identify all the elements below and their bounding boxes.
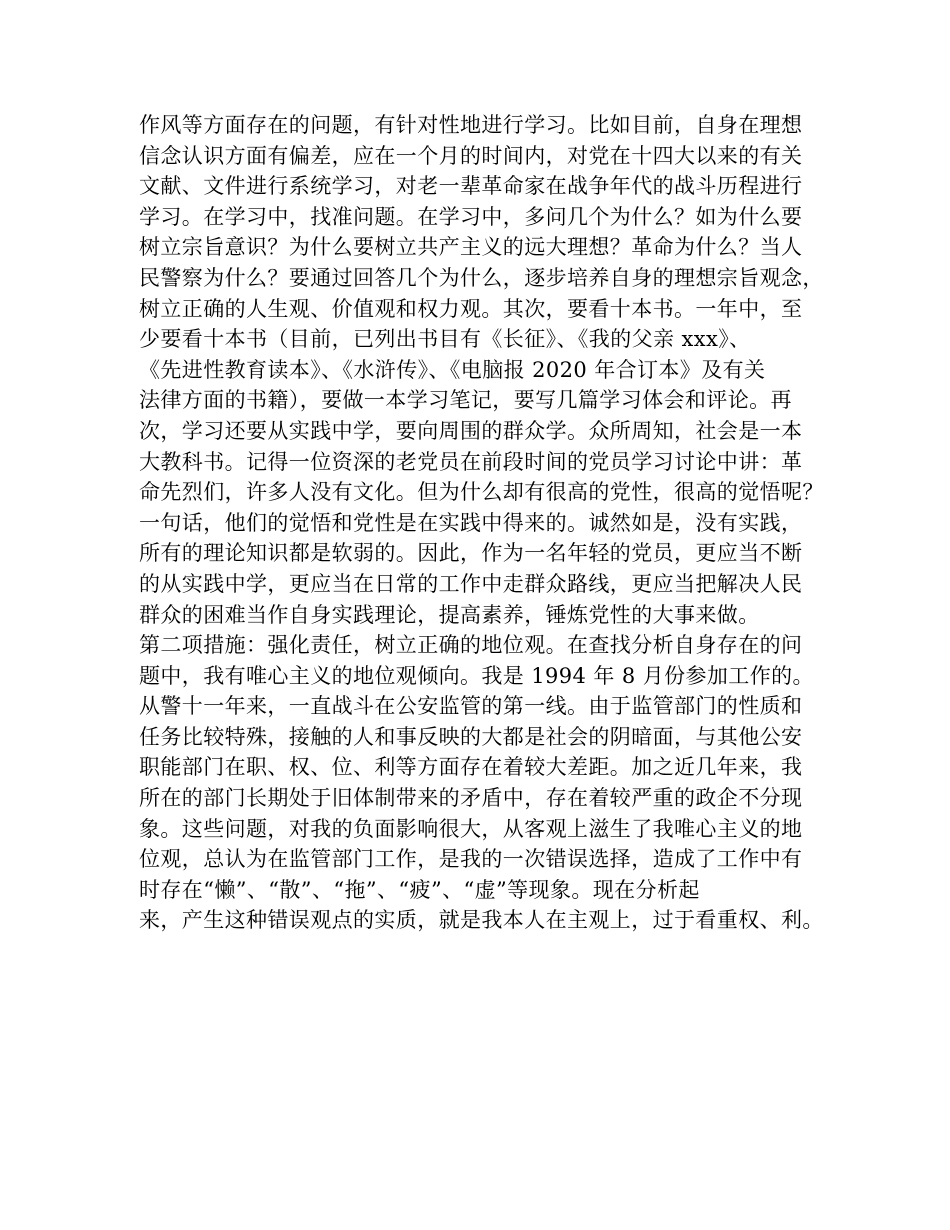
body-text — [139, 110, 839, 936]
text-line: 任务比较特殊，接触的人和事反映的大都是社会的阴暗面，与其他公安 — [139, 724, 803, 749]
text-line: 次，学习还要从实践中学，要向周围的群众学。众所周知，社会是一本 — [139, 418, 803, 443]
text-line: 题中，我有唯心主义的地位观倾向。我是 1994 年 8 月份参加工作的。 — [139, 663, 814, 688]
text-line: 命先烈们，许多人没有文化。但为什么却有很高的党性，很高的觉悟呢？ — [139, 480, 824, 505]
text-line: 信念认识方面有偏差，应在一个月的时间内，对党在十四大以来的有关 — [139, 143, 803, 168]
text-line: 法律方面的书籍），要做一本学习笔记，要写几篇学习体会和评论。再 — [139, 388, 792, 413]
text-line: 职能部门在职、权、位、利等方面存在着较大差距。加之近几年来，我 — [139, 755, 803, 780]
text-line: 所有的理论知识都是软弱的。因此，作为一名年轻的党员，更应当不断 — [139, 541, 803, 566]
text-line: 来，产生这种错误观点的实质，就是我本人在主观上，过于看重权、利。 — [139, 908, 824, 933]
text-line: 《先进性教育读本》、《水浒传》、《电脑报 2020 年合订本》及有关 — [139, 357, 766, 382]
text-line: 所在的部门长期处于旧体制带来的矛盾中，存在着较严重的政企不分现 — [139, 786, 803, 811]
text-line: 学习。在学习中，找准问题。在学习中，多问几个为什么？如为什么要 — [139, 204, 803, 229]
text-line: 时存在“懒”、“散”、“拖”、“疲”、“虚”等现象。现在分析起 — [139, 877, 700, 902]
text-line: 树立正确的人生观、价值观和权力观。其次，要看十本书。一年中，至 — [139, 296, 803, 321]
text-line: 大教科书。记得一位资深的老党员在前段时间的党员学习讨论中讲：革 — [139, 449, 803, 474]
text-line: 群众的困难当作自身实践理论，提高素养，锤炼党性的大事来做。 — [139, 602, 760, 627]
text-line: 位观，总认为在监管部门工作，是我的一次错误选择，造成了工作中有 — [139, 847, 803, 872]
text-line: 象。这些问题，对我的负面影响很大，从客观上滋生了我唯心主义的地 — [139, 816, 803, 841]
text-line: 一句话，他们的觉悟和党性是在实践中得来的。诚然如是，没有实践， — [139, 510, 803, 535]
text-line: 树立宗旨意识？为什么要树立共产主义的远大理想？革命为什么？当人 — [139, 235, 803, 260]
text-line: 的从实践中学，更应当在日常的工作中走群众路线，更应当把解决人民 — [139, 571, 803, 596]
text-line: 作风等方面存在的问题，有针对性地进行学习。比如目前，自身在理想 — [139, 113, 803, 137]
text-line: 民警察为什么？要通过回答几个为什么，逐步培养自身的理想宗旨观念， — [139, 265, 824, 290]
text-line: 第二项措施：强化责任，树立正确的地位观。在查找分析自身存在的问 — [139, 633, 803, 658]
text-line: 少要看十本书（目前，已列出书目有《长征》、《我的父亲 xxx》、 — [139, 327, 751, 352]
text-line: 文献、文件进行系统学习，对老一辈革命家在战争年代的战斗历程进行 — [139, 174, 803, 199]
text-line: 从警十一年来，一直战斗在公安监管的第一线。由于监管部门的性质和 — [139, 694, 803, 719]
